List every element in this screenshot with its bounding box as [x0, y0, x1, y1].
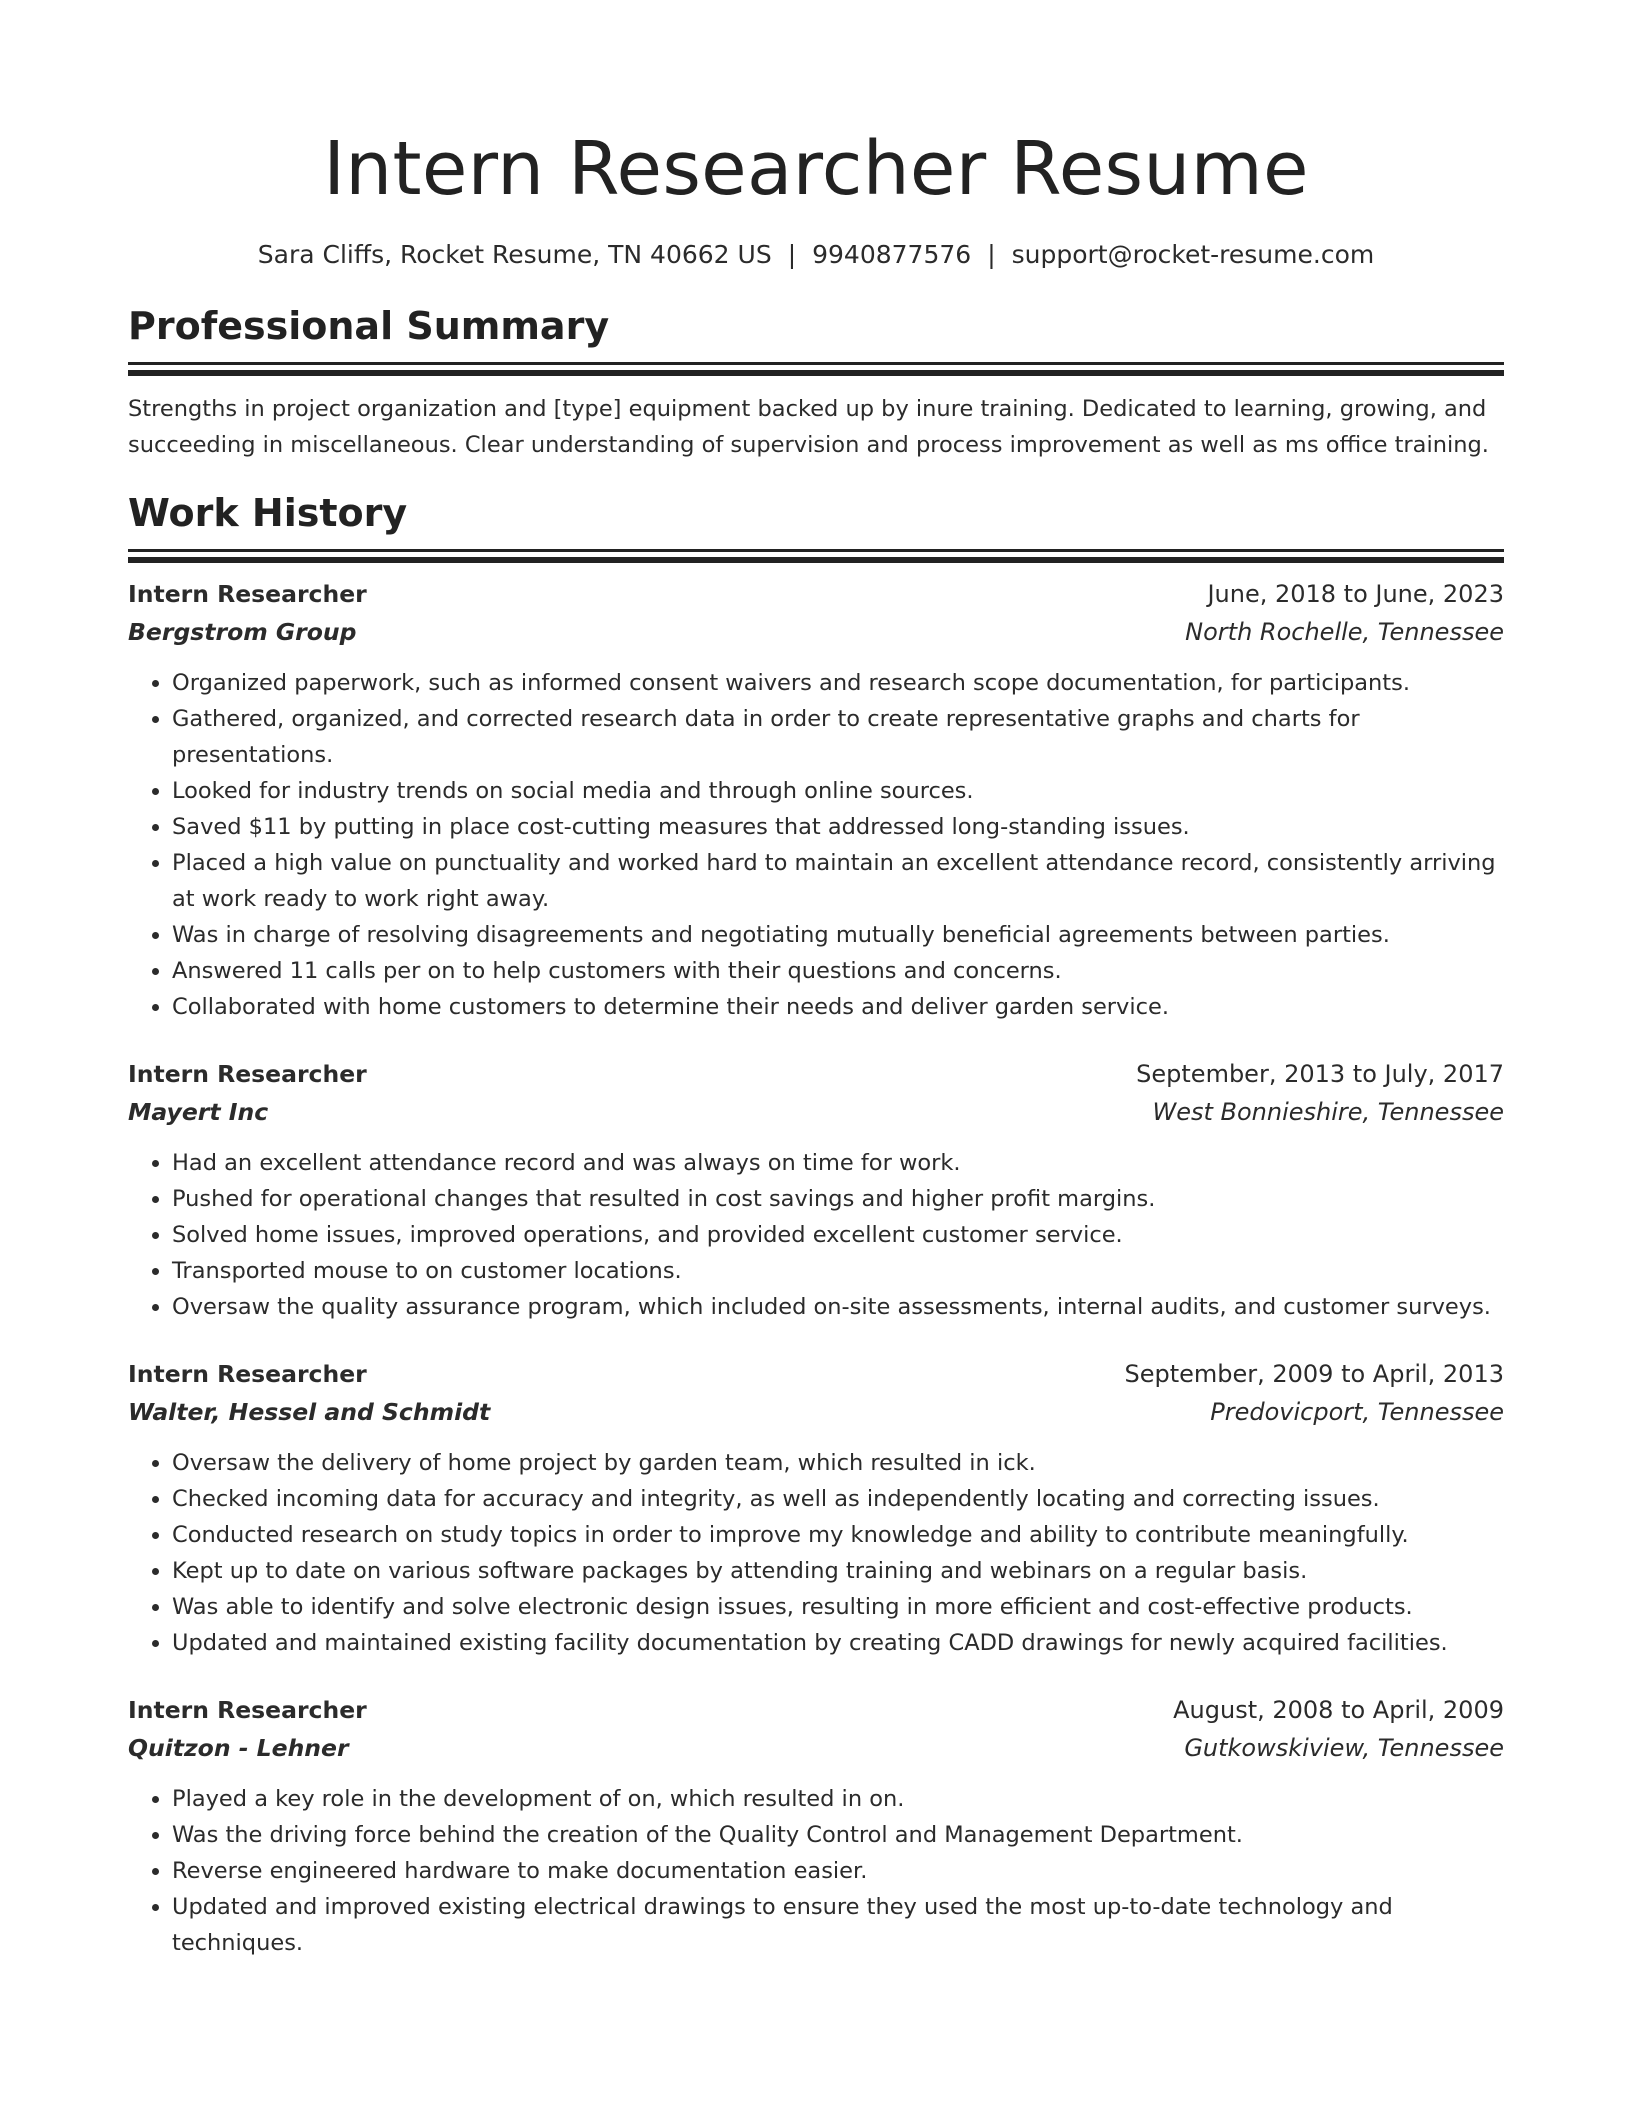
job-entry [128, 1055, 1504, 1325]
resume-page [128, 118, 1504, 1961]
bullet-item: • Kept up to date on various software packages by attending training and webinars on a regular basis. [172, 1553, 1504, 1589]
bullet-item: • Was the driving force behind the creation of the Quality Control and Management Department. [172, 1817, 1504, 1853]
job-location: Predovicport, Tennessee [1210, 1398, 1504, 1426]
bullet-item: • Gathered, organized, and corrected research data in order to create representative graphs and charts for presentations. [172, 701, 1504, 773]
job-company: Walter, Hessel and Schmidt [128, 1398, 491, 1426]
job-bullets [128, 1445, 1504, 1661]
job-company: Mayert Inc [128, 1098, 269, 1126]
work-history-heading: Work History [128, 491, 408, 535]
job-dates: September, 2013 to July, 2017 [1136, 1060, 1504, 1088]
bullet-item: • Placed a high value on punctuality and worked hard to maintain an excellent attendance record, consistently arriving at work ready to work right away. [172, 845, 1504, 917]
job-title: Intern Researcher [128, 1696, 367, 1724]
bullet-item: • Conducted research on study topics in order to improve my knowledge and ability to contribute meaningfully. [172, 1517, 1504, 1553]
contact-separator: | [987, 240, 996, 269]
job-title-row [128, 1055, 1504, 1093]
job-location: North Rochelle, Tennessee [1185, 618, 1504, 646]
job-company-row [128, 1393, 1504, 1431]
bullet-item: • Answered 11 calls per on to help customers with their questions and concerns. [172, 953, 1504, 989]
resume-title: Intern Researcher Resume [323, 126, 1309, 212]
bullet-item: • Oversaw the delivery of home project by garden team, which resulted in ick. [172, 1445, 1504, 1481]
job-company-row [128, 1729, 1504, 1767]
job-bullets [128, 665, 1504, 1025]
job-location: West Bonnieshire, Tennessee [1152, 1098, 1504, 1126]
bullet-item: • Checked incoming data for accuracy and integrity, as well as independently locating and correcting issues. [172, 1481, 1504, 1517]
job-company: Bergstrom Group [128, 618, 357, 646]
job-company: Quitzon - Lehner [128, 1734, 349, 1762]
job-title-row [128, 1355, 1504, 1393]
contact-line [128, 238, 1504, 272]
section-divider [128, 557, 1504, 563]
contact-separator: | [787, 240, 797, 269]
bullet-item: • Reverse engineered hardware to make documentation easier. [172, 1853, 1504, 1889]
contact-phone: 9940877576 [812, 240, 972, 269]
job-entry [128, 575, 1504, 1025]
bullet-item: • Played a key role in the development of on, which resulted in on. [172, 1781, 1504, 1817]
summary-text: Strengths in project organization and [type] equipment backed up by inure training. Dedicated to learning, growing, and succeeding in miscellaneous. Clear understanding of supervision and process improvement as well as ms office training. [128, 396, 1489, 458]
bullet-item: • Updated and improved existing electrical drawings to ensure they used the most up-to-date technology and techniques. [172, 1889, 1504, 1961]
bullet-item: • Was in charge of resolving disagreements and negotiating mutually beneficial agreements between parties. [172, 917, 1504, 953]
work-history-section [128, 489, 1504, 1961]
contact-address: Sara Cliffs, Rocket Resume, TN 40662 US [257, 240, 772, 269]
bullet-item: • Looked for industry trends on social media and through online sources. [172, 773, 1504, 809]
section-divider [128, 549, 1504, 552]
job-title-row [128, 575, 1504, 613]
job-location: Gutkowskiview, Tennessee [1184, 1734, 1504, 1762]
job-company-row [128, 1093, 1504, 1131]
jobs-list [128, 575, 1504, 1961]
job-bullets [128, 1781, 1504, 1961]
job-entry [128, 1691, 1504, 1961]
job-dates: August, 2008 to April, 2009 [1173, 1696, 1504, 1724]
job-bullets [128, 1145, 1504, 1325]
job-entry [128, 1355, 1504, 1661]
section-divider [128, 362, 1504, 365]
job-title: Intern Researcher [128, 580, 367, 608]
bullet-item: • Updated and maintained existing facility documentation by creating CADD drawings for newly acquired facilities. [172, 1625, 1504, 1661]
job-dates: September, 2009 to April, 2013 [1124, 1360, 1504, 1388]
summary-heading: Professional Summary [128, 304, 610, 348]
job-dates: June, 2018 to June, 2023 [1207, 580, 1504, 608]
bullet-item: • Oversaw the quality assurance program, which included on-site assessments, internal audits, and customer surveys. [172, 1289, 1504, 1325]
bullet-item: • Had an excellent attendance record and was always on time for work. [172, 1145, 1504, 1181]
bullet-item: • Collaborated with home customers to determine their needs and deliver garden service. [172, 989, 1504, 1025]
job-title: Intern Researcher [128, 1060, 367, 1088]
summary-section [128, 302, 1504, 463]
bullet-item: • Pushed for operational changes that resulted in cost savings and higher profit margins. [172, 1181, 1504, 1217]
section-divider [128, 370, 1504, 376]
bullet-item: • Solved home issues, improved operations, and provided excellent customer service. [172, 1217, 1504, 1253]
bullet-item: • Organized paperwork, such as informed consent waivers and research scope documentation, for participants. [172, 665, 1504, 701]
job-title: Intern Researcher [128, 1360, 367, 1388]
bullet-item: • Was able to identify and solve electronic design issues, resulting in more efficient and cost-effective products. [172, 1589, 1504, 1625]
contact-email: support@rocket-resume.com [1011, 240, 1375, 269]
bullet-item: • Saved $11 by putting in place cost-cutting measures that addressed long-standing issues. [172, 809, 1504, 845]
bullet-item: • Transported mouse to on customer locations. [172, 1253, 1504, 1289]
job-title-row [128, 1691, 1504, 1729]
job-company-row [128, 613, 1504, 651]
